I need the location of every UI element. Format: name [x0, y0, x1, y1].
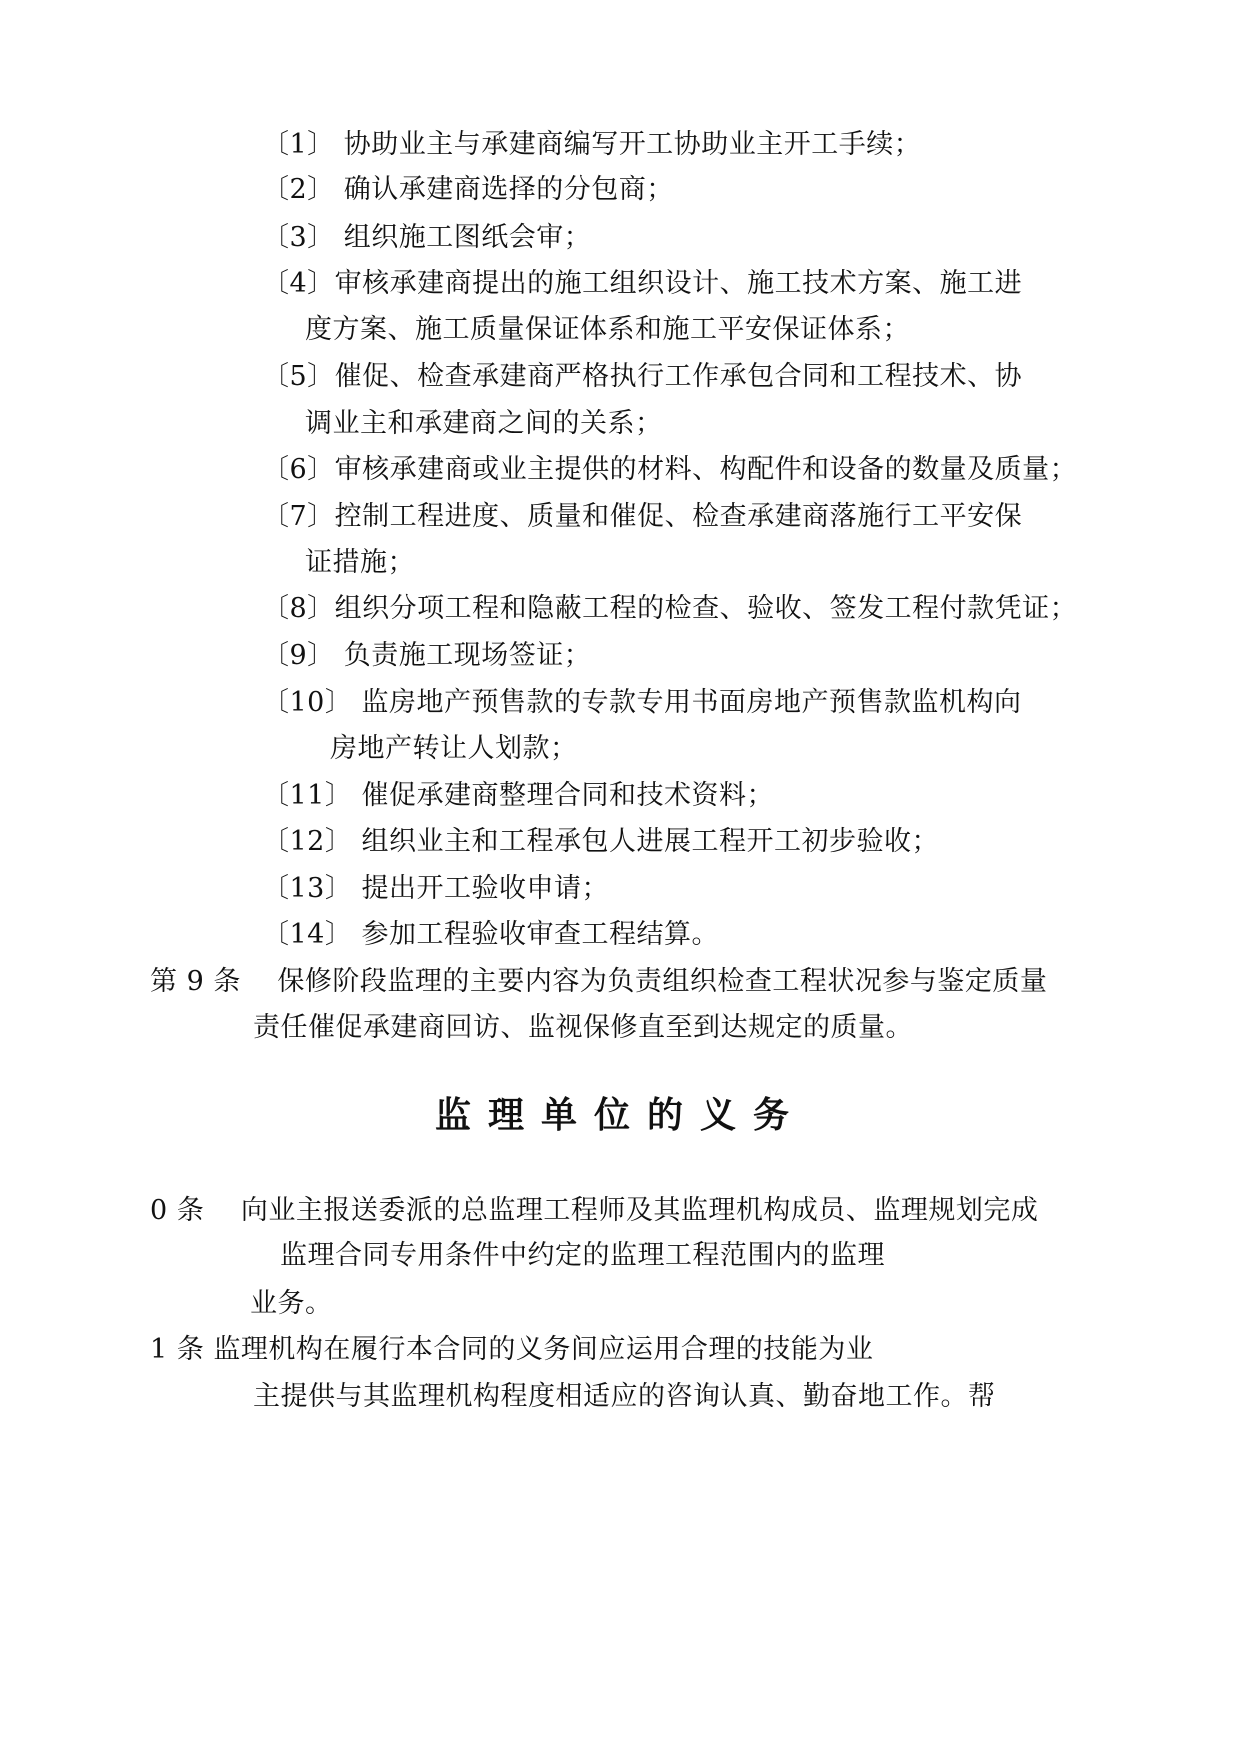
list-item-14: 〔14〕 参加工程验收审查工程结算。 — [262, 919, 719, 950]
article-10: 0 条 向业主报送委派的总监理工程师及其监理机构成员、监理规划完成 — [150, 1195, 1039, 1226]
list-item-12: 〔12〕 组织业主和工程承包人进展工程开工初步验收； — [262, 826, 939, 857]
list-item-4-continuation: 度方案、施工质量保证体系和施工平安保证体系； — [305, 314, 910, 345]
list-item-6: 〔6〕审核承建商或业主提供的材料、构配件和设备的数量及质量； — [262, 454, 1078, 485]
list-item-7-continuation: 证措施； — [305, 547, 415, 578]
section-heading: 监理单位的义务 — [434, 1095, 806, 1136]
article-11-continuation: 主提供与其监理机构程度相适应的咨询认真、勤奋地工作。帮 — [253, 1381, 996, 1412]
list-item-1: 〔1〕 协助业主与承建商编写开工协助业主开工手续； — [262, 129, 922, 160]
list-item-4: 〔4〕审核承建商提出的施工组织设计、施工技术方案、施工进 — [262, 268, 1023, 299]
list-item-10: 〔10〕 监房地产预售款的专款专用书面房地产预售款监机构向 — [262, 687, 1022, 718]
article-9-continuation: 责任催促承建商回访、监视保修直至到达规定的质量。 — [253, 1012, 913, 1043]
list-item-10-continuation: 房地产转让人划款； — [330, 733, 578, 764]
article-10-continuation: 监理合同专用条件中约定的监理工程范围内的监理 — [280, 1240, 885, 1271]
list-item-8: 〔8〕组织分项工程和隐蔽工程的检查、验收、签发工程付款凭证； — [262, 593, 1078, 624]
article-9: 第 9 条 保修阶段监理的主要内容为负责组织检查工程状况参与鉴定质量 — [150, 966, 1048, 997]
list-item-9: 〔9〕 负责施工现场签证； — [262, 640, 592, 671]
list-item-7: 〔7〕控制工程进度、质量和催促、检查承建商落施行工平安保 — [262, 501, 1023, 532]
list-item-13: 〔13〕 提出开工验收申请； — [262, 873, 609, 904]
list-item-11: 〔11〕 催促承建商整理合同和技术资料； — [262, 780, 774, 811]
list-item-3: 〔3〕 组织施工图纸会审； — [262, 222, 592, 253]
article-11: 1 条 监理机构在履行本合同的义务间应运用合理的技能为业 — [150, 1334, 874, 1365]
list-item-5: 〔5〕催促、检查承建商严格执行工作承包合同和工程技术、协 — [262, 361, 1023, 392]
article-10-continuation-2: 业务。 — [250, 1288, 333, 1319]
list-item-2: 〔2〕 确认承建商选择的分包商； — [262, 174, 674, 205]
list-item-5-continuation: 调业主和承建商之间的关系； — [305, 408, 663, 439]
